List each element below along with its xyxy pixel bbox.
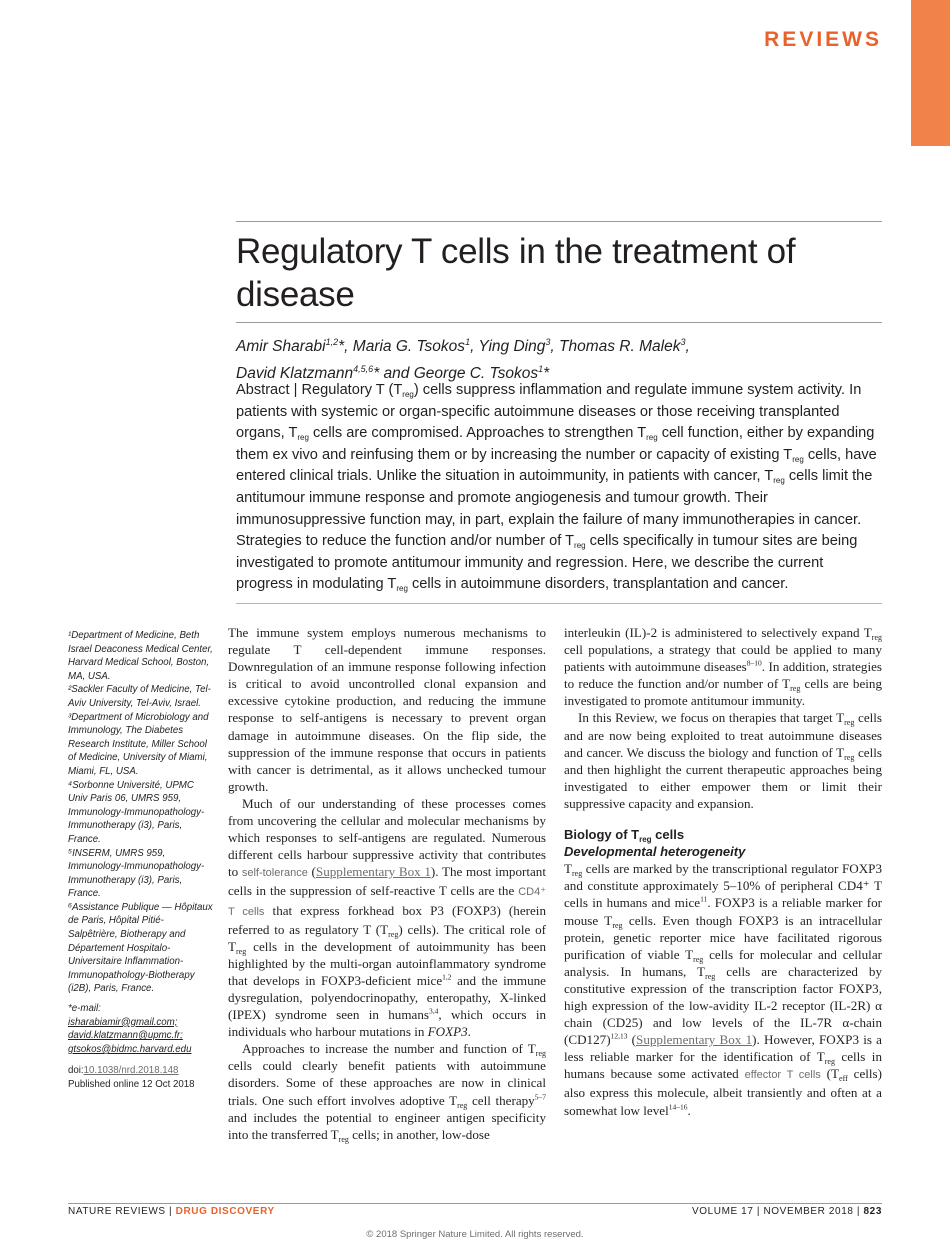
text: cell therapy <box>467 1092 535 1108</box>
subscript: reg <box>790 684 801 694</box>
text: cells are marked by the transcriptional regulator FOXP3 and constitute approximately 5–10% of peripheral CD4⁺ T cells in humans and mice <box>564 861 882 911</box>
section-heading <box>564 826 882 843</box>
author-affiliation-mark: 1 <box>538 364 544 375</box>
corresponding-mark: * <box>338 338 345 356</box>
subscript: reg <box>871 633 882 642</box>
subscript: reg <box>457 1100 468 1110</box>
author-separator: , <box>550 338 559 356</box>
journal-name: NATURE REVIEWS <box>68 1206 166 1217</box>
subscript: reg <box>297 433 309 443</box>
text: cells. Even though FOXP3 is an intracellular protein, genetic reporter mice have facilitated rigorous purification of viable T <box>564 912 882 962</box>
citation[interactable]: 12,13 <box>610 1031 628 1041</box>
subscript: reg <box>844 718 855 728</box>
text: cells in the development of autoimmunity has been highlighted by the multi-organ autoinflammatory syndrome that develops in FOXP3-deficient mice <box>228 938 546 988</box>
paragraph <box>228 795 546 1040</box>
citation[interactable]: 14–16 <box>668 1102 688 1112</box>
supplementary-box-link[interactable]: Supplementary Box 1 <box>636 1032 753 1048</box>
subscript: reg <box>388 929 399 939</box>
abstract-text: Regulatory T (T <box>301 382 403 398</box>
journal-subtitle: DRUG DISCOVERY <box>175 1206 275 1217</box>
text: cells could clearly benefit patients with autoimmune disorders. Some of these approaches are now in clinical trials. One such effort involves adoptive T <box>228 1058 546 1108</box>
text: Much of our understanding of these processes comes from uncovering the cellular and molecular mechanisms by which responses to self-antigens are regulated. Numerous different cells harbour suppressive activity that contributes to <box>228 795 546 880</box>
footer-journal <box>68 1206 275 1217</box>
text: ( <box>307 864 316 880</box>
text: ). The most important cells in the suppression of self-reactive T cells are the <box>228 864 546 899</box>
subscript: reg <box>705 971 716 981</box>
text: interleukin (IL)-2 is administered to selectively expand T <box>564 625 872 640</box>
subscript: reg <box>236 946 247 956</box>
glossary-term[interactable]: self-tolerance <box>241 867 308 880</box>
text: and the immune dysregulation, polyendocrinopathy, enteropathy, X-linked (IPEX) syndrome seen in humans <box>228 972 546 1023</box>
glossary-term[interactable]: effector T cells <box>744 1069 821 1082</box>
header-divider <box>236 221 882 222</box>
citation[interactable]: 1,2 <box>442 972 452 982</box>
page-number: 823 <box>863 1206 882 1217</box>
author-name: Thomas R. Malek <box>559 338 681 356</box>
text: In this Review, we focus on therapies that target T <box>578 710 845 726</box>
text: . In addition, strategies to reduce the function and/or number of T <box>564 659 883 692</box>
separator: | <box>753 1206 764 1217</box>
abstract-text: cells specifically in tumour sites are being investigated to promote antitumour immunity and regression. Here, we describe the current progress in modulating T <box>236 533 858 593</box>
text: and includes the potential to engineer antigen specificity into the transferred T <box>228 1109 546 1142</box>
corresponding-mark: * <box>543 365 550 383</box>
citation[interactable]: 5–7 <box>534 1092 546 1102</box>
subscript: reg <box>639 835 652 845</box>
citation[interactable]: 11 <box>700 895 708 905</box>
affiliation: ²Sackler Faculty of Medicine, Tel-Aviv University, Tel-Aviv, Israel. <box>68 684 211 709</box>
abstract-text: cells in autoimmune disorders, transplantation and cancer. <box>407 576 789 593</box>
email-link[interactable]: gtsokos@bidmc.harvard.edu <box>68 1043 192 1055</box>
text: cells; in another, low-dose <box>348 1126 490 1142</box>
paragraph <box>228 1040 546 1143</box>
author-affiliation-mark: 1 <box>465 337 471 347</box>
author-name: David Klatzmann <box>236 365 354 383</box>
text: that express forkhead box P3 (FOXP3) (herein referred to as regulatory T (T <box>228 902 546 937</box>
subscript: reg <box>402 390 414 399</box>
separator: | <box>853 1206 864 1217</box>
footer-divider <box>68 1203 882 1204</box>
subscript: reg <box>612 920 623 930</box>
affiliation: ⁵INSERM, UMRS 959, Immunology-Immunopathology-Immunotherapy (i3), Paris, France. <box>68 847 205 900</box>
body-column-2 <box>564 624 882 1119</box>
abstract-text: cell function, either by expanding them ex vivo and reinfusing them or by increasing the number or capacity of existing T <box>236 425 875 463</box>
subscript: reg <box>693 954 704 964</box>
text: cells and are now being exploited to treat autoimmune diseases and cancer. We discuss the biology and function of T <box>564 710 882 760</box>
author-separator: , <box>344 338 353 356</box>
text: cells are characterized by constitutive expression of the transcription factor FOXP3, high expression of the low-avidity IL-2 receptor (IL-2R) α chain (CD25) and low levels of the IL-7R α-chain (CD127) <box>564 963 883 1048</box>
author-list <box>236 331 882 385</box>
author-name: Amir Sharabi <box>236 338 326 356</box>
subscript: reg <box>773 476 785 486</box>
author-separator: , <box>470 338 479 356</box>
text: . <box>687 1102 691 1118</box>
separator: | <box>165 1206 176 1217</box>
subscript: reg <box>574 541 586 551</box>
subscript: reg <box>535 1049 546 1059</box>
body-column-1 <box>228 624 546 1143</box>
author-affiliation-mark: 4,5,6 <box>353 364 374 375</box>
text: cells in humans because some activated <box>564 1049 882 1082</box>
subscript: eff <box>839 1074 848 1084</box>
author-separator: and <box>379 365 414 383</box>
author-name: George C. Tsokos <box>413 365 539 383</box>
paragraph <box>564 860 882 1118</box>
section-color-tab <box>911 0 950 146</box>
text: ( <box>627 1032 637 1048</box>
abstract-label: Abstract <box>236 382 290 398</box>
author-affiliation-mark: 3 <box>545 337 551 347</box>
abstract-divider <box>236 603 882 604</box>
affiliation: ⁴Sorbonne Université, UPMC Univ Paris 06, UMRS 959, Immunology-Immunopathology-Immunotherapy (i3), Paris, France. <box>68 779 205 845</box>
author-name: Maria G. Tsokos <box>352 338 466 356</box>
subscript: reg <box>572 869 583 879</box>
volume: VOLUME 17 <box>691 1206 754 1217</box>
subscript: reg <box>396 584 408 594</box>
abstract <box>236 380 882 596</box>
text: . <box>467 1024 471 1040</box>
author-name: Ying Ding <box>478 338 546 356</box>
paragraph <box>564 709 882 812</box>
text: , which occurs in individuals who harbour mutations in <box>228 1007 546 1040</box>
text: Biology of T <box>564 827 640 843</box>
subsection-heading: Developmental heterogeneity <box>564 844 746 860</box>
email-label: *e-mail: <box>68 1003 101 1015</box>
text: (T <box>820 1066 840 1082</box>
gene-name: FOXP3 <box>427 1024 468 1040</box>
citation[interactable]: 8–10 <box>746 658 762 668</box>
abstract-text: cells, have entered clinical trials. Unlike the situation in autoimmunity, in patients with cancer, T <box>236 446 877 485</box>
affiliation: ³Department of Microbiology and Immunology, The Diabetes Research Institute, Miller School of Medicine, University of Miami, Miami, FL, USA. <box>68 711 209 777</box>
affiliation: ⁶Assistance Publique — Hôpitaux de Paris, Hôpital Pitié-Salpêtrière, Biotherapy and Département Hospitalo-Universitaire Inflammation-Immunopathology-Biotherapy (i2B), Paris, France. <box>68 901 213 995</box>
author-affiliation-mark: 1,2 <box>325 337 339 347</box>
abstract-text: ) cells suppress inflammation and regulate immune system activity. In patients with systemic or organ-specific autoimmune diseases or those receiving transplanted organs, T <box>236 382 862 442</box>
copyright: © 2018 Springer Nature Limited. All rights reserved. <box>366 1229 584 1240</box>
abstract-text: cells are compromised. Approaches to strengthen T <box>308 425 647 442</box>
text: cells are being investigated to promote antitumour immunity. <box>564 676 882 709</box>
article-title: Regulatory T cells in the treatment of disease <box>236 232 796 314</box>
paragraph: The immune system employs numerous mechanisms to regulate T cell-dependent immune responses. Downregulation of an immune response following infection is critical to avoid uncontrolled clonal expansion and excessive cytokine production, and reducing the immune response to self-antigens is necessary to prevent organ damage in autoimmune diseases. On the flip side, the suppression of the immune response that occurs in patients with cancer is detrimental, as it allows unchecked tumour growth. <box>228 625 546 794</box>
text: ). However, FOXP3 is a less reliable marker for the identification of T <box>564 1032 882 1065</box>
text: cell populations, a strategy that could be applied to many patients with autoimmune diseases <box>564 642 882 675</box>
corresponding-mark: * <box>373 365 380 383</box>
paragraph <box>564 624 882 709</box>
text: cells for molecular and cellular analysis. In humans, T <box>564 946 882 979</box>
subscript: reg <box>844 752 855 762</box>
title-divider <box>236 322 882 323</box>
footer-issue <box>692 1206 882 1217</box>
text: T <box>564 861 572 877</box>
text: Approaches to increase the number and function of T <box>242 1041 536 1057</box>
published-date: Published online 12 Oct 2018 <box>68 1079 195 1090</box>
doi-link[interactable]: 10.1038/nrd.2018.148 <box>83 1065 179 1077</box>
citation[interactable]: 3,4 <box>428 1006 439 1016</box>
doi <box>68 1064 213 1078</box>
section-label: REVIEWS <box>764 28 882 51</box>
text: . FOXP3 is a reliable marker for mouse T <box>564 895 882 928</box>
doi-label: doi: <box>68 1065 84 1077</box>
email-link[interactable]: isharabiamir@gmail.com; <box>68 1016 178 1028</box>
subscript: reg <box>792 454 804 464</box>
subscript: reg <box>338 1134 349 1144</box>
text: cells <box>651 827 685 843</box>
affiliation: ¹Department of Medicine, Beth Israel Deaconess Medical Center, Harvard Medical School, Boston, MA, USA. <box>68 630 213 682</box>
text: ) cells). The critical role of T <box>228 921 547 954</box>
text: cells) also express this molecule, albeit transiently and often at a somewhat low level <box>564 1066 882 1118</box>
author-separator: , <box>685 338 690 356</box>
subscript: reg <box>824 1057 835 1067</box>
supplementary-box-link[interactable]: Supplementary Box 1 <box>315 864 431 880</box>
abstract-text: cells limit the antitumour immune response and promote angiogenesis and tumour growth. Their immunosuppressive function may, in part, explain the failure of many immunotherapies in cancer. Strategies to reduce the function and/or number of T <box>236 468 873 550</box>
glossary-term[interactable]: CD4⁺ T cells <box>228 886 546 918</box>
abstract-separator: | <box>289 382 302 398</box>
issue-date: NOVEMBER 2018 <box>763 1206 854 1217</box>
subscript: reg <box>646 433 658 443</box>
affiliations-sidebar <box>68 629 213 1092</box>
author-affiliation-mark: 3 <box>680 337 686 347</box>
text: cells and then highlight the current therapeutic approaches being investigated to either empower them or limit their suppressive capacity and expansion. <box>564 744 882 811</box>
email-link[interactable]: david.klatzmann@upmc.fr; <box>68 1030 183 1042</box>
